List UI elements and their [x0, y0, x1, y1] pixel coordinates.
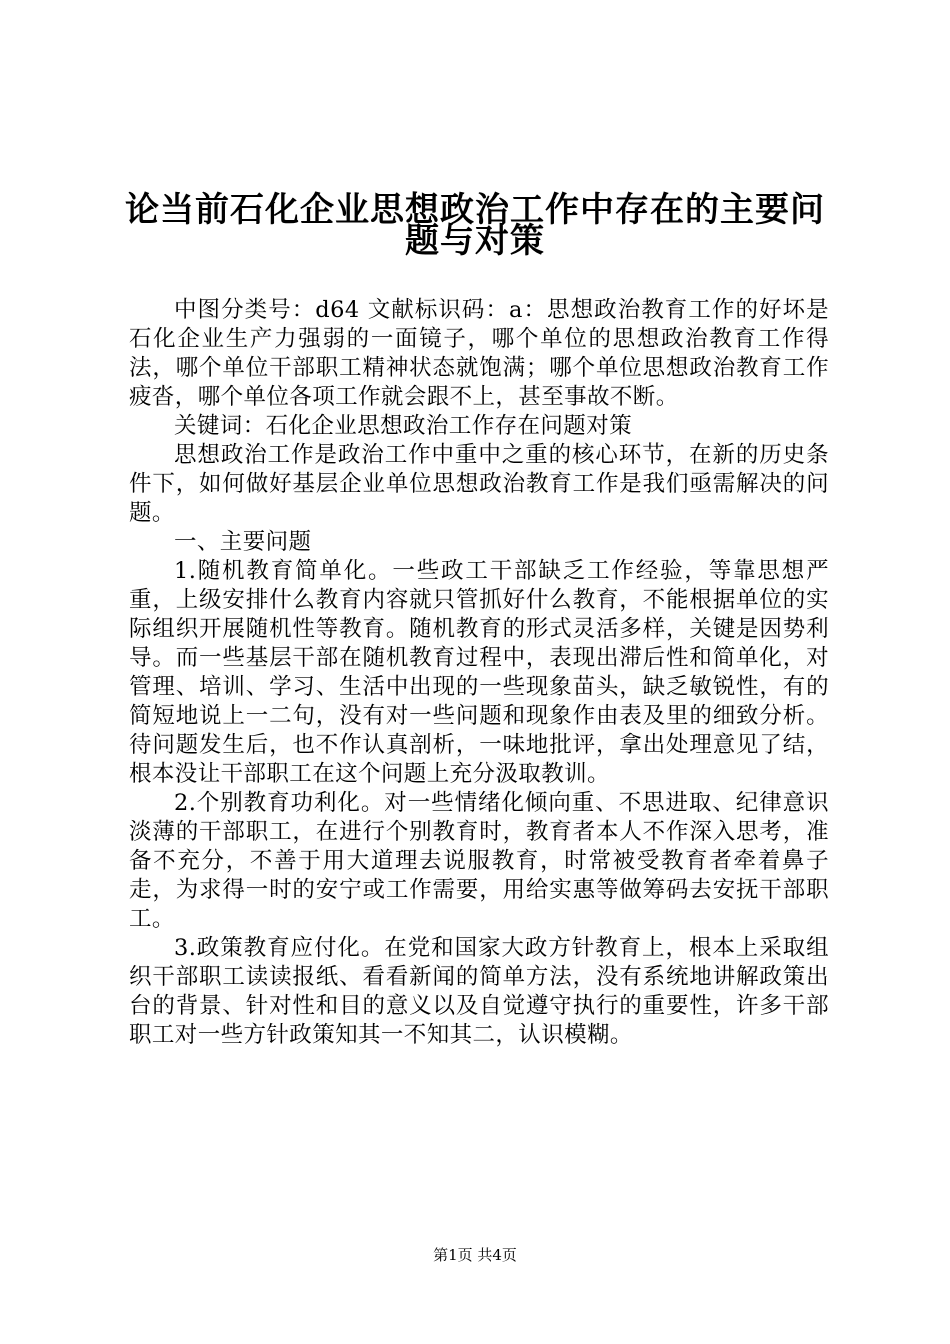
intro-paragraph: 思想政治工作是政治工作中重中之重的核心环节，在新的历史条件下，如何做好基层企业单位思想政治教育工作是我们亟需解决的问题。 [129, 442, 829, 526]
problem-2-paragraph: 2.个别教育功利化。对一些情绪化倾向重、不思进取、纪律意识淡薄的干部职工，在进行个别教育时，教育者本人不作深入思考，准备不充分，不善于用大道理去说服教育，时常被受教育者牵着鼻子走，为求得一时的安宁或工作需要，用给实惠等做筹码去安抚干部职工。 [129, 790, 829, 932]
section-heading: 一、主要问题 [174, 529, 312, 555]
abstract-paragraph: 中图分类号：d64 文献标识码：a：思想政治教育工作的好坏是石化企业生产力强弱的一面镜子，哪个单位的思想政治教育工作得法，哪个单位干部职工精神状态就饱满；哪个单位思想政治教育工作疲沓，哪个单位各项工作就会跟不上，甚至事故不断。 [129, 297, 829, 410]
document-title-line-2: 题与对策 [405, 221, 545, 261]
document-body [129, 296, 829, 1050]
problem-3-paragraph: 3.政策教育应付化。在党和国家大政方针教育上，根本上采取组织干部职工读读报纸、看看新闻的简单方法，没有系统地讲解政策出台的背景、针对性和目的意义以及自觉遵守执行的重要性，许多干部职工对一些方针政策知其一不知其二，认识模糊。 [129, 935, 829, 1048]
problem-1-paragraph: 1.随机教育简单化。一些政工干部缺乏工作经验，等靠思想严重，上级安排什么教育内容就只管抓好什么教育，不能根据单位的实际组织开展随机性等教育。随机教育的形式灵活多样，关键是因势利导。而一些基层干部在随机教育过程中，表现出滞后性和简单化，对管理、培训、学习、生活中出现的一些现象苗头，缺乏敏锐性，有的简短地说上一二句，没有对一些问题和现象作由表及里的细致分析。待问题发生后，也不作认真剖析，一味地批评，拿出处理意见了结，根本没让干部职工在这个问题上充分汲取教训。 [129, 558, 829, 787]
document-title-line-1: 论当前石化企业思想政治工作中存在的主要问 [125, 190, 825, 230]
page-footer: 第1页 共4页 [433, 1246, 517, 1264]
keywords-paragraph: 关键词：石化企业思想政治工作存在问题对策 [174, 413, 633, 439]
